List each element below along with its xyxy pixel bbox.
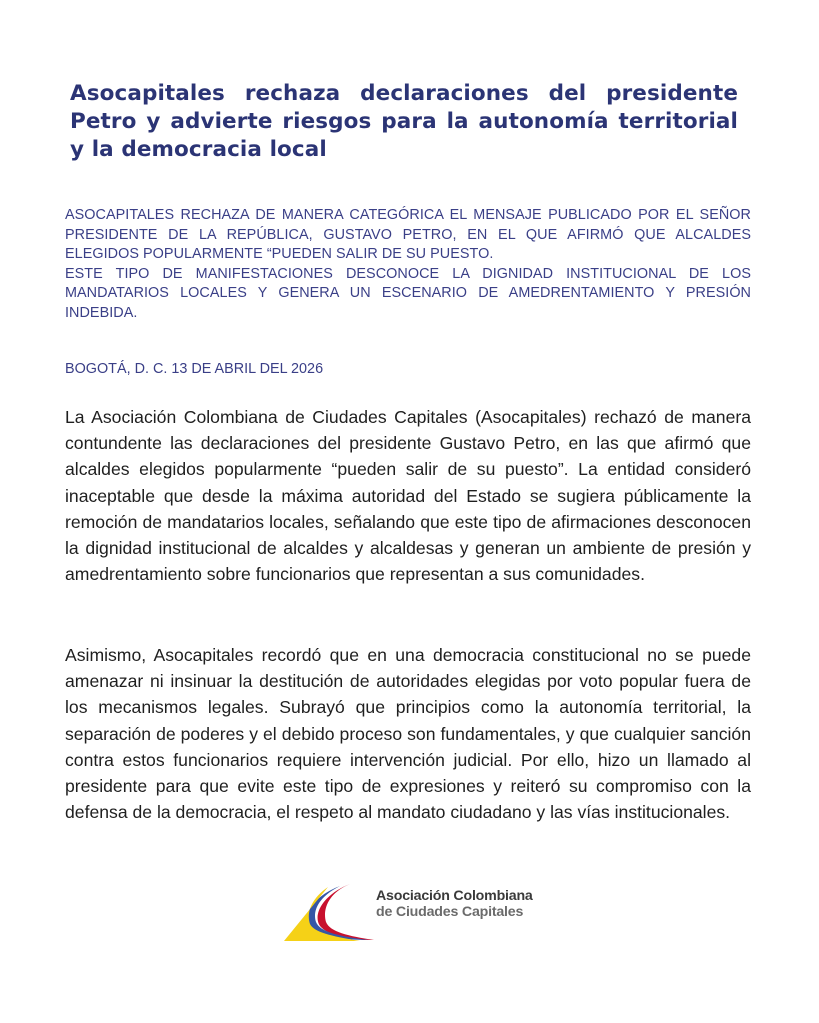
summary-paragraph: ESTE TIPO DE MANIFESTACIONES DESCONOCE LA DIGNIDAD INSTITUCIONAL DE LOS MANDATARIOS LOCALES Y GENERA UN ESCENARIO DE AMEDRENTAMIENTO Y PRESIÓN INDEBIDA. [65, 265, 751, 321]
summary-paragraph: ASOCAPITALES RECHAZA DE MANERA CATEGÓRICA EL MENSAJE PUBLICADO POR EL SEÑOR PRESIDENTE DE LA REPÚBLICA, GUSTAVO PETRO, EN EL QUE AFIRMÓ QUE ALCALDES ELEGIDOS POPULARMENTE “PUEDEN SALIR DE SU PUESTO. [65, 207, 751, 263]
body-paragraph: La Asociación Colombiana de Ciudades Capitales (Asocapitales) rechazó de manera contundente las declaraciones del presidente Gustavo Petro, en las que afirmó que alcaldes elegidos popularmente “pueden salir de su puesto”. La entidad consideró inaceptable que desde la máxima autoridad del Estado se sugiera públicamente la remoción de mandatarios locales, señalando que este tipo de afirmaciones desconocen la dignidad institucional de alcaldes y alcaldesas y generan un ambiente de presión y amedrentamiento sobre funcionarios que representan a sus comunidades. [65, 407, 751, 585]
logo-line-1: Asociación Colombiana [376, 888, 533, 904]
summary-block [65, 206, 751, 324]
page-title: Asocapitales rechaza declaraciones del presidente Petro y advierte riesgos para la autonomía territorial y la democracia local [70, 81, 738, 162]
asocapitales-logo [278, 878, 548, 948]
dateline: BOGOTÁ, D. C. 13 DE ABRIL DEL 2026 [65, 361, 324, 377]
colombia-flag-swoosh-icon [278, 878, 378, 948]
logo-text [376, 888, 533, 920]
body-paragraph: Asimismo, Asocapitales recordó que en una democracia constitucional no se puede amenazar ni insinuar la destitución de autoridades elegidas por voto popular fuera de los mecanismos legales. Subrayó que principios como la autonomía territorial, la separación de poderes y el debido proceso son fundamentales, y que cualquier sanción contra estos funcionarios requiere intervención judicial. Por ello, hizo un llamado al presidente para que evite este tipo de expresiones y reiteró su compromiso con la defensa de la democracia, el respeto al mandato ciudadano y las vías institucionales. [65, 645, 751, 823]
logo-line-2: de Ciudades Capitales [376, 904, 524, 920]
